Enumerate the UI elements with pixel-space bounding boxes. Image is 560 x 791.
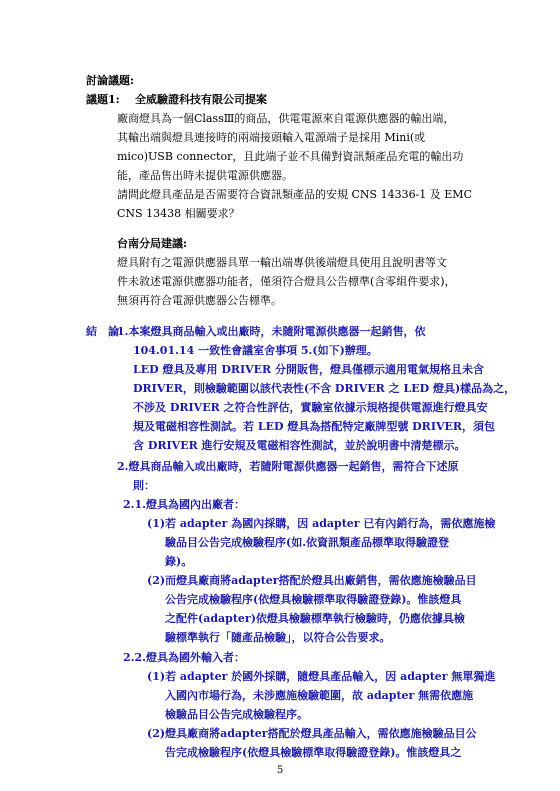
tainan-body-line: 燈具附有之電源供應器具單一輸出端專供後端燈具使用且說明書等文 — [117, 256, 447, 269]
conclusion-item1-line: DRIVER，則檢驗範圍以該代表性(不含 DRIVER 之 LED 燈具)樣品為之， — [133, 382, 516, 395]
tainan-title: 台南分局建議: — [117, 237, 188, 250]
section-2-2-heading: 2.2.燈具為國外輸入者： — [123, 651, 245, 664]
conclusion-item1-line: 104.01.14 一致性會議室舍事項 5.(如下)辦理。 — [133, 344, 378, 357]
conclusion-label: 結 論: — [86, 325, 124, 338]
conclusion-item1-line: 不涉及 DRIVER 之符合性評估，實驗室依據示規格提供電源進行燈具安 — [133, 401, 488, 414]
page-number: 5 — [276, 765, 284, 776]
issue1-body-line: 能，產品售出時未提供電源供應器。 — [117, 169, 293, 182]
issue1-body-line: 請問此燈具產品是否需要符合資訊類產品的安規 CNS 14336-1 及 EMC — [117, 188, 472, 201]
conclusion-item1-line: LED 燈具及專用 DRIVER 分開販售，燈具僅標示適用電氣規格且未含 — [133, 363, 485, 376]
conclusion-item2-line: 則： — [133, 479, 155, 492]
issue1-body-line: 其輸出端與燈具連接時的兩端接頭輸入電源端子是採用 Mini(或 — [117, 131, 426, 144]
section-2-2-2-line: (2)燈具廠商將adapter搭配於燈具產品輸入，需依應施檢驗品目公 — [147, 727, 477, 740]
section-2-2-1-line: (1)若 adapter 於國外採購，隨燈具產品輸入，因 adapter 無單獨進 — [147, 670, 496, 683]
section-2-1-1-line: 驗品目公告完成檢驗程序(如.依資訊類產品標準取得驗證登 — [165, 536, 450, 549]
issue1-body-line: mico)USB connector，且此端子並不具備對資訊類產品充電的輸出功 — [117, 150, 464, 163]
conclusion-item1-line: 含 DRIVER 進行安規及電磁相容性測試，並於說明書中清楚標示。 — [133, 439, 466, 452]
tainan-body-line: 無須再符合電源供應器公告標準。 — [117, 294, 282, 307]
section-2-2-2-line: 告完成檢驗程序(依燈具檢驗標準取得驗證登錄)。惟該燈具之 — [165, 746, 462, 759]
section-2-1-1-line: 錄)。 — [165, 555, 193, 568]
section-2-1-2-line: 驗標準執行「隨產品檢驗」，以符合公告要求。 — [165, 631, 391, 644]
issue1-body-line: CNS 13438 相關要求？ — [117, 207, 240, 220]
tainan-body-line: 件未敘述電源供應器功能者，僅須符合燈具公告標準(含零組件要求)， — [117, 275, 456, 288]
issue1-body-line: 廠商燈具為一個ClassⅢ的商品，供電電源來自電源供應器的輸出端， — [117, 112, 455, 125]
conclusion-item2-line: 2.燈具商品輸入或出廠時，若隨附電源供應器一起銷售，需符合下述原 — [117, 460, 459, 473]
section-2-1-2-line: 之配件(adapter)依燈具檢驗標準執行檢驗時，仍應依據具檢 — [165, 612, 465, 625]
conclusion-item1-line: 規及電磁相容性測試。若 LED 燈具為搭配特定廠牌型號 DRIVER，須包 — [133, 420, 496, 433]
section-2-1-heading: 2.1.燈具為國內出廠者： — [123, 498, 245, 511]
issue1-title: 全威驗證科技有限公司提案 — [135, 93, 267, 106]
section-2-1-2-line: (2)而燈具廠商將adapter搭配於燈具出廠銷售，需依應施檢驗品目 — [147, 574, 477, 587]
conclusion-item1-line: 1.本案燈具商品輸入或出廠時，未隨附電源供應器一起銷售，依 — [117, 325, 426, 338]
section-2-1-2-line: 公告完成檢驗程序(依燈具檢驗標準取得驗證登錄)。惟該燈具 — [165, 593, 462, 606]
issue1-label: 議題1: — [86, 93, 120, 106]
section-2-1-1-line: (1)若 adapter 為國內採購，因 adapter 已有內銷行為，需依應施檢 — [147, 517, 496, 530]
section-2-2-1-line: 檢驗品目公告完成檢驗程序。 — [165, 708, 308, 721]
section-2-2-1-line: 入國內市場行為，未涉應施檢驗範圍，故 adapter 無需依應施 — [165, 689, 474, 702]
discussion-heading: 討論議題: — [86, 74, 135, 87]
